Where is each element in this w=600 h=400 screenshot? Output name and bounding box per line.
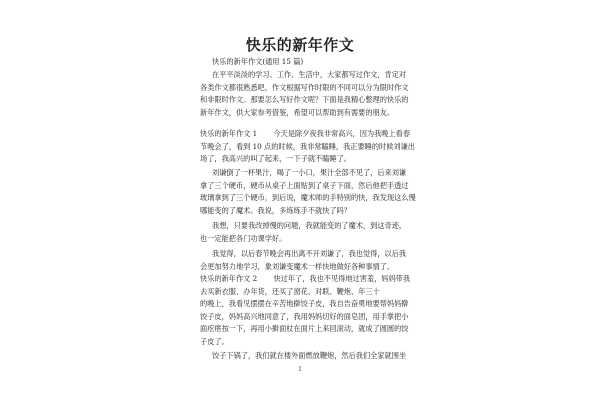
intro-line: 在平平淡淡的学习、工作、生活中，大家都写过作文，肯定对 xyxy=(212,70,407,79)
page-number: 1 xyxy=(298,366,302,373)
paragraph-3 xyxy=(200,220,405,245)
paragraph-line: 拿了三个硬币，硬币从桌子上面贴到了桌子下面，然后他把手透过 xyxy=(200,180,409,190)
paragraph-4 xyxy=(200,248,405,273)
paragraph-line: 玻璃拿到了三个硬币，到后说，魔术师的手特别的快，我发现这么慢 xyxy=(200,193,416,202)
section-2-line: 快过年了，我也不见得地过害羞，妈妈带我 xyxy=(273,274,411,283)
section-2-line: 饺子皮，妈妈高兴地同意了，我用妈妈切好的面皂团，用手掌把小 xyxy=(200,311,409,321)
paragraph-6 xyxy=(200,350,405,363)
intro-line: 新年作文，供大家参考借鉴，希望可以帮助到有需要的朋友。 xyxy=(200,107,395,117)
paragraph-line: 我觉得，以后春节晚会再出离不开刘谦了，我也觉得，以后我 xyxy=(212,249,407,258)
section-2-line: 子皮了。 xyxy=(200,336,229,346)
paragraph-line: 刘谦倒了一杯果汁，喝了一小口，果汁全部不见了，后来刘谦 xyxy=(212,168,407,177)
paragraph-2 xyxy=(200,167,416,217)
section-2-heading: 快乐的新年作文 2 xyxy=(200,274,258,283)
section-2 xyxy=(200,273,411,348)
section-1 xyxy=(200,128,415,166)
paragraph-line: 我想，只要我改掉慢的问题，我就能变的了魔术，到这奇迹， xyxy=(212,221,407,230)
section-2-line: 面疙瘩按一下，再用小擀面杖在面片上来回滚动，就成了圆圆的饺 xyxy=(200,324,409,333)
intro-paragraph xyxy=(200,69,409,119)
section-1-first-line xyxy=(200,128,411,141)
section-2-line: 去买新衣服、办年货，还买了窗花、对联、鞭炮、年三十 xyxy=(200,286,380,296)
intro-line: 各类作文都很熟悉吧，作文根据写作时限的不同可以分为限时作文 xyxy=(200,82,409,92)
document-title: 快乐的新年作文 xyxy=(245,36,355,54)
section-1-line: 节晚会了，看到 10 点的时候，我非常瞌睡，我正要睡的时候刘谦出 xyxy=(200,141,415,151)
paragraph-line: 也一定能把各门功课学好。 xyxy=(200,233,287,243)
section-1-line: 场了，我高兴的叫了起来，一下子就不瞌睡了。 xyxy=(200,154,351,163)
paragraph-line: 饺子下锅了，我们就在楼外面燃放鞭炮，然后我们全家就围坐 xyxy=(212,351,407,360)
paragraph-line: 哪能变的了魔术。我说，多练练手不就快了吗？ xyxy=(200,205,351,215)
section-2-first-line xyxy=(200,273,411,286)
paragraph-line: 会更加努力地学习，象刘谦变魔术一样快地做好各种事情了。 xyxy=(200,261,395,271)
section-1-line: 今天是除夕夜我非常高兴，因为我晚上看春 xyxy=(273,129,411,138)
intro-heading: 快乐的新年作文(通用 15 篇) xyxy=(212,57,304,66)
intro-line: 和非限时作文。那要怎么写好作文呢？下面是我精心整理的快乐的 xyxy=(200,95,409,104)
section-1-heading: 快乐的新年作文 1 xyxy=(200,129,258,138)
section-2-line: 的晚上，我看见摆摆在辛苦地擀饺子皮，我自告奋勇地要帮妈妈擀 xyxy=(200,299,409,308)
